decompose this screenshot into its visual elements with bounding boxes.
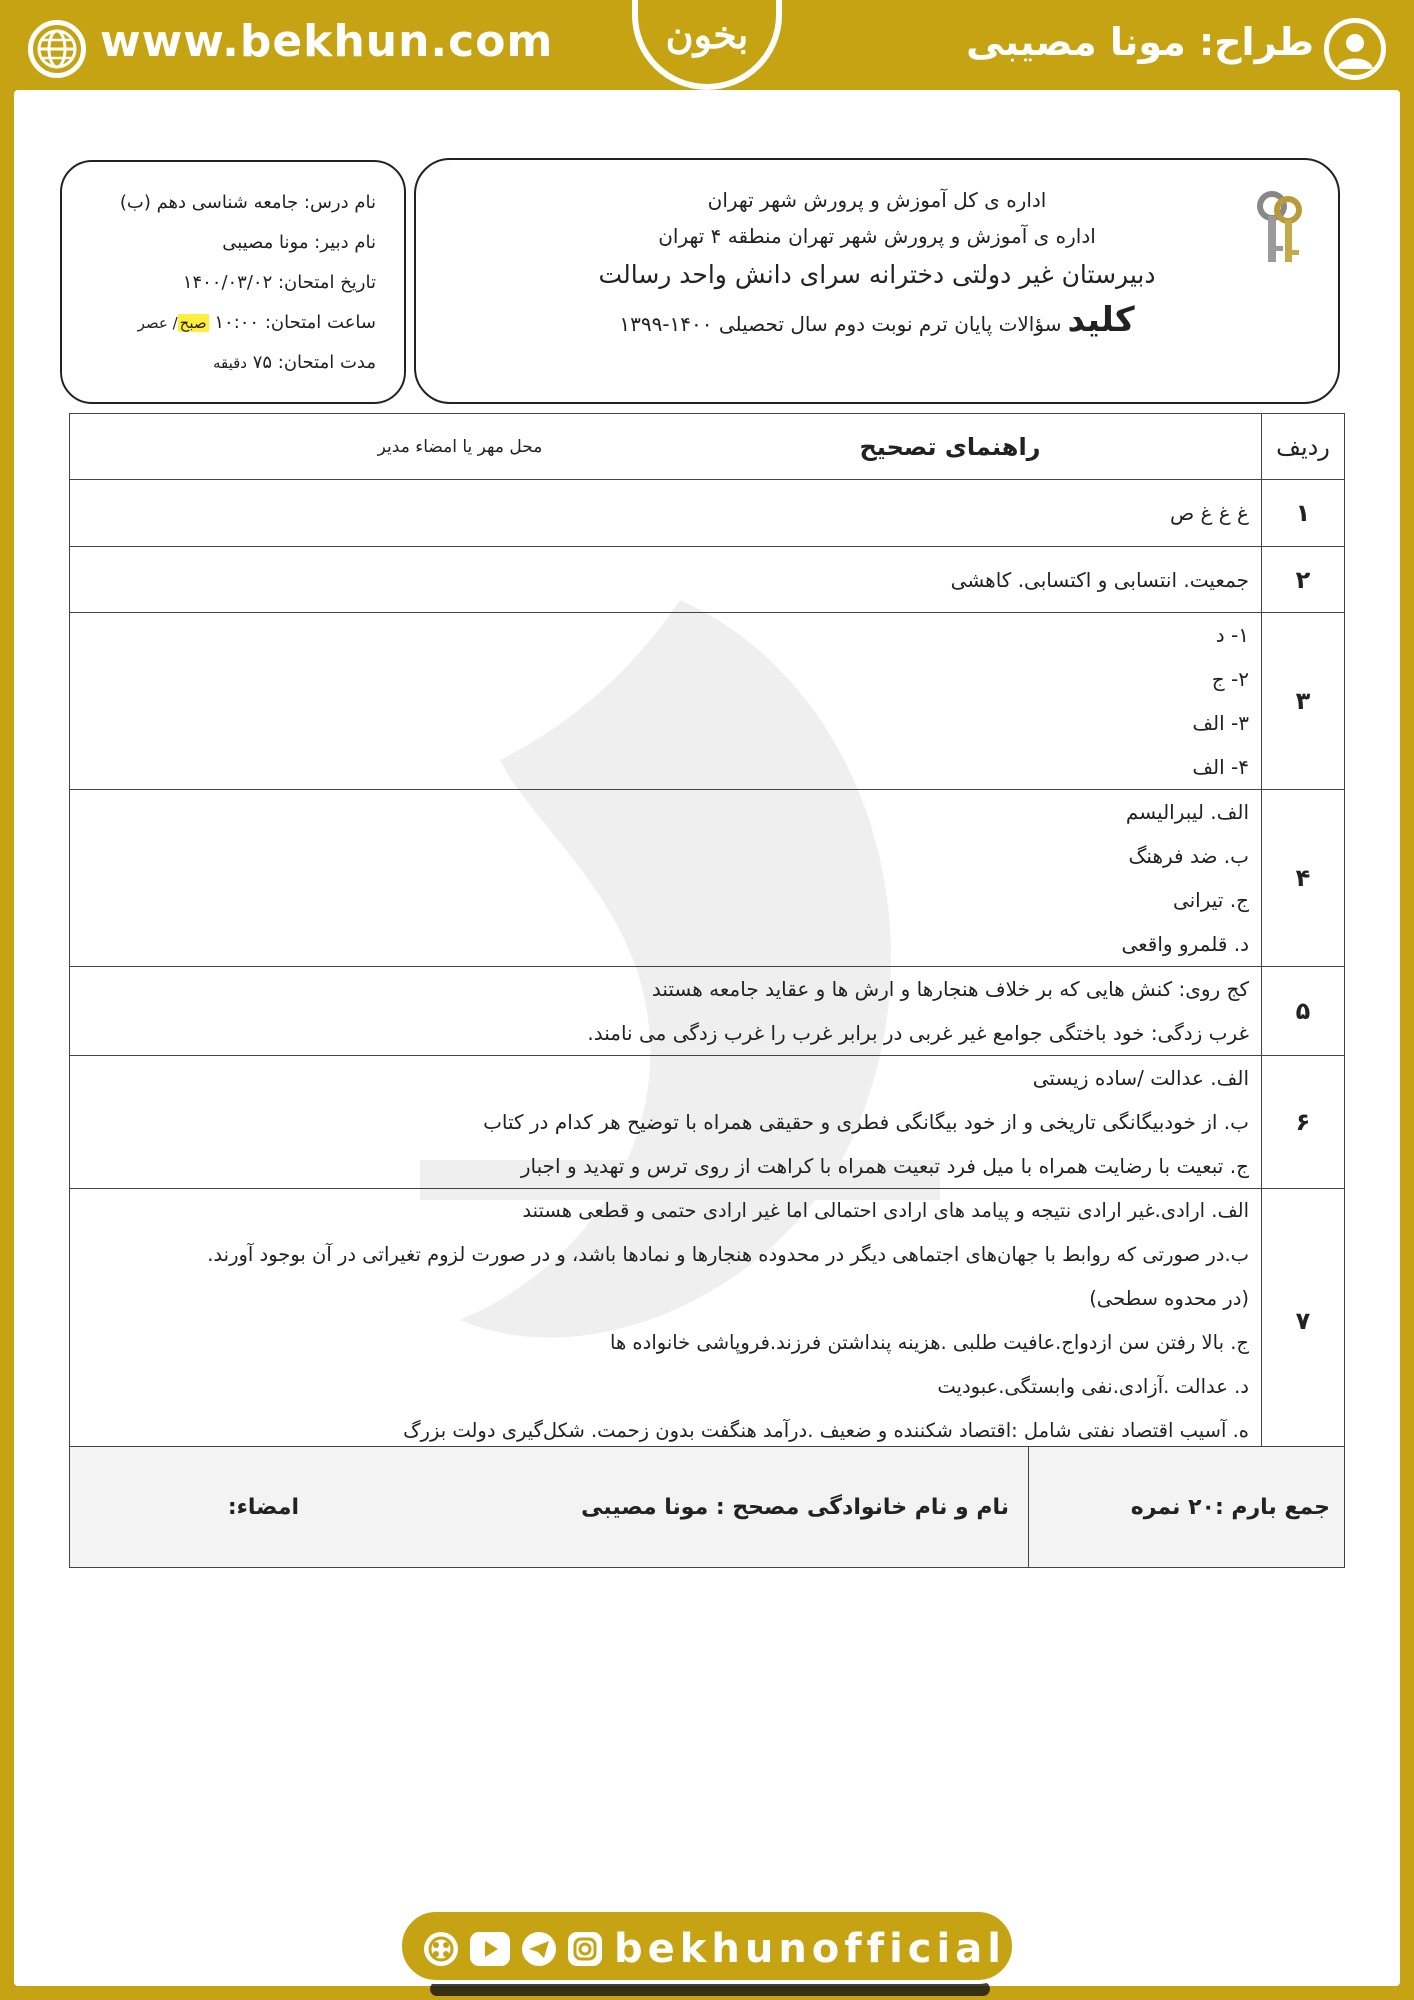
header-cell [70, 414, 1262, 480]
answer-cell [70, 1056, 1262, 1189]
answer-line: ۳- الف [1192, 711, 1249, 735]
logo-text: بخون [665, 12, 749, 57]
table-row [70, 967, 1345, 1056]
table-row [70, 547, 1345, 613]
exam-time-label: ساعت امتحان: ۱۰:۰۰ [214, 312, 376, 333]
school-line-1: اداره ی کل آموزش و پرورش شهر تهران [707, 188, 1047, 212]
row-number: ۵ [1262, 967, 1345, 1056]
designer-name: طراح: مونا مصیبی [966, 20, 1314, 64]
youtube-icon[interactable] [470, 1932, 510, 1966]
answer-line: (در محدوه سطحی) [1089, 1287, 1249, 1310]
answer-line: ج. بالا رفتن سن ازدواج.عافیت طلبی .هزینه پنداشتن فرزند.فروپاشی خانواده ها [610, 1331, 1249, 1354]
table-footer [69, 1446, 1345, 1568]
social-handle[interactable]: bekhunofficial [614, 1926, 1006, 1972]
exam-time-evening: / عصر [137, 314, 178, 332]
answer-line: کج روی: کنش هایی که بر خلاف هنجارها و ارش ها و عقاید جامعه هستند [651, 977, 1249, 1001]
answer-key-label: کلید [1067, 300, 1135, 340]
social-bar [398, 1908, 1016, 1984]
answer-line: ب. ضد فرهنگ [1128, 844, 1249, 868]
total-score: جمع بارم :۲۰ نمره [1029, 1447, 1345, 1568]
row-number: ۴ [1262, 790, 1345, 967]
instagram-icon[interactable] [568, 1932, 602, 1966]
school-name: دبیرستان غیر دولتی دخترانه سرای دانش واحد رسالت [598, 260, 1156, 289]
answer-line: د. عدالت .آزادی.نفی وابستگی.عبودیت [937, 1375, 1249, 1398]
table-row [70, 1189, 1345, 1454]
row-header: ردیف [1262, 414, 1345, 480]
aparat-icon[interactable] [424, 1932, 458, 1966]
correction-guide-title: راهنمای تصحیح [859, 432, 1041, 461]
top-bar [0, 0, 1414, 90]
exam-title-text: سؤالات پایان ترم نوبت دوم سال تحصیلی ۱۴۰۰-۱۳۹۹ [619, 312, 1062, 336]
answer-cell [70, 613, 1262, 790]
answer-line: ۲- ج [1211, 667, 1249, 691]
answer-line: ج. تیرانی [1172, 888, 1249, 912]
exam-date: تاریخ امتحان: ۱۴۰۰/۰۳/۰۲ [182, 272, 376, 293]
exam-duration-unit: دقیقه [212, 354, 247, 372]
site-url-link[interactable]: www.bekhun.com [100, 16, 554, 67]
row-number: ۷ [1262, 1189, 1345, 1454]
answer-line: ۴- الف [1192, 755, 1249, 779]
exam-duration [213, 352, 376, 373]
answer-line: ج. تبعیت با رضایت همراه با میل فرد تبعیت همراه با کراهت از روی ترس و تهدید و اجبار [520, 1154, 1249, 1178]
answer-cell [70, 547, 1262, 613]
answer-key-table [69, 413, 1345, 1454]
answer-line: ب. از خودبیگانگی تاریخی و از خود بیگانگی فطری و حقیقی همراه با توضیح هر کدام در کتاب [483, 1110, 1249, 1134]
answer-line: غ غ غ ص [1169, 501, 1249, 525]
answer-line: غرب زدگی: خود باختگی جوامع غیر غربی در برابر غرب را غرب زدگی می نامند. [587, 1021, 1249, 1045]
exam-time-morning: صبح [179, 314, 207, 332]
teacher-name: نام دبیر: مونا مصیبی [222, 232, 376, 253]
footer-corrector-cell [70, 1447, 1029, 1568]
footer-row [70, 1447, 1345, 1568]
table-row [70, 613, 1345, 790]
table-row [70, 480, 1345, 547]
answer-cell [70, 790, 1262, 967]
row-number: ۱ [1262, 480, 1345, 547]
row-number: ۳ [1262, 613, 1345, 790]
table-header-row [70, 414, 1345, 480]
school-header-box [414, 158, 1340, 404]
answer-line: ه. آسیب اقتصاد نفتی شامل :اقتصاد شکننده و ضعیف .درآمد هنگفت بدون زحمت. شکل‌گیری دولت بزرگ [403, 1419, 1249, 1442]
answer-line: الف. ارادی.غیر ارادی نتیجه و پیامد های ارادی احتمالی اما غیر ارادی حتمی و قطعی هستند [522, 1199, 1249, 1222]
course-name: نام درس: جامعه شناسی دهم (ب) [119, 192, 376, 213]
signature-label: امضاء: [227, 1494, 299, 1520]
table-row [70, 1056, 1345, 1189]
telegram-icon[interactable] [522, 1932, 556, 1966]
exam-title [416, 300, 1338, 340]
pill-shadow [430, 1982, 990, 1996]
exam-time [138, 312, 376, 333]
answer-line: الف. لیبرالیسم [1125, 800, 1249, 824]
answer-line: د. قلمرو واقعی [1121, 932, 1249, 956]
answer-cell [70, 480, 1262, 547]
principal-seal-label: محل مهر یا امضاء مدیر [377, 436, 543, 457]
row-number: ۲ [1262, 547, 1345, 613]
answer-line: جمعیت. انتسابی و اکتسابی. کاهشی [950, 567, 1249, 592]
globe-icon [28, 20, 86, 78]
answer-line: ب.در صورتی که روابط با جهان‌های اجتماهی دیگر در محدوده هنجارها و نمادها باشد، و در صورت لزوم تغیراتی در آن بوجود آورند. [207, 1243, 1249, 1266]
table-row [70, 790, 1345, 967]
brand-logo [632, 0, 782, 90]
exam-info-box [60, 160, 406, 404]
row-number: ۶ [1262, 1056, 1345, 1189]
corrector-name: نام و نام خانوادگی مصحح : مونا مصیبی [581, 1494, 1009, 1520]
answer-cell [70, 967, 1262, 1056]
answer-cell [70, 1189, 1262, 1454]
user-icon [1324, 18, 1386, 80]
answer-line: ۱- د [1215, 623, 1249, 647]
answer-line: الف. عدالت /ساده زیستی [1032, 1066, 1249, 1090]
school-line-2: اداره ی آموزش و پرورش شهر تهران منطقه ۴ تهران [658, 224, 1096, 248]
exam-duration-label: مدت امتحان: ۷۵ [252, 352, 376, 373]
